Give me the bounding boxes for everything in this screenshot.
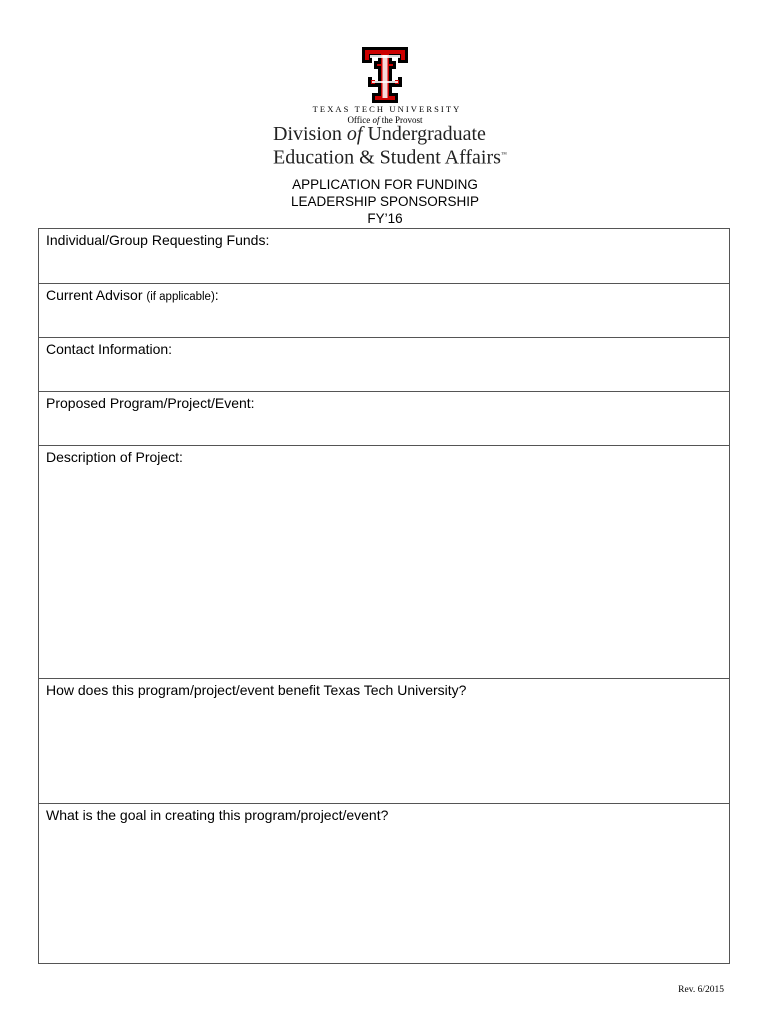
description-label: Description of Project: (46, 449, 183, 465)
double-t-logo-icon (362, 47, 408, 103)
goal-field[interactable] (39, 804, 729, 963)
title-line3: FY’16 (367, 211, 403, 226)
office-name: Office of the Provost (347, 115, 423, 125)
contact-field[interactable] (39, 338, 729, 392)
proposed-program-label: Proposed Program/Project/Event: (46, 395, 255, 411)
description-field[interactable] (39, 446, 729, 679)
university-name: TEXAS TECH UNIVERSITY (312, 104, 462, 114)
title-line1: APPLICATION FOR FUNDING (292, 177, 478, 192)
goal-label: What is the goal in creating this program/project/event? (46, 807, 389, 823)
revision-note: Rev. 6/2015 (678, 985, 724, 995)
application-form (38, 228, 730, 964)
proposed-program-field[interactable] (39, 392, 729, 446)
advisor-field[interactable] (39, 284, 729, 338)
contact-label: Contact Information: (46, 341, 173, 357)
benefit-label: How does this program/project/event benefit Texas Tech University? (46, 682, 467, 698)
division-line2: Education & Student Affairs™ (273, 146, 507, 169)
title-line2: LEADERSHIP SPONSORSHIP (290, 194, 480, 209)
requesting-funds-field[interactable] (39, 229, 729, 284)
requesting-funds-label: Individual/Group Requesting Funds: (46, 232, 270, 248)
benefit-field[interactable] (39, 679, 729, 804)
advisor-label: Current Advisor (if applicable): (46, 287, 219, 303)
division-name (273, 124, 507, 169)
division-line1: Division of Undergraduate (273, 123, 486, 145)
application-title (0, 176, 770, 227)
